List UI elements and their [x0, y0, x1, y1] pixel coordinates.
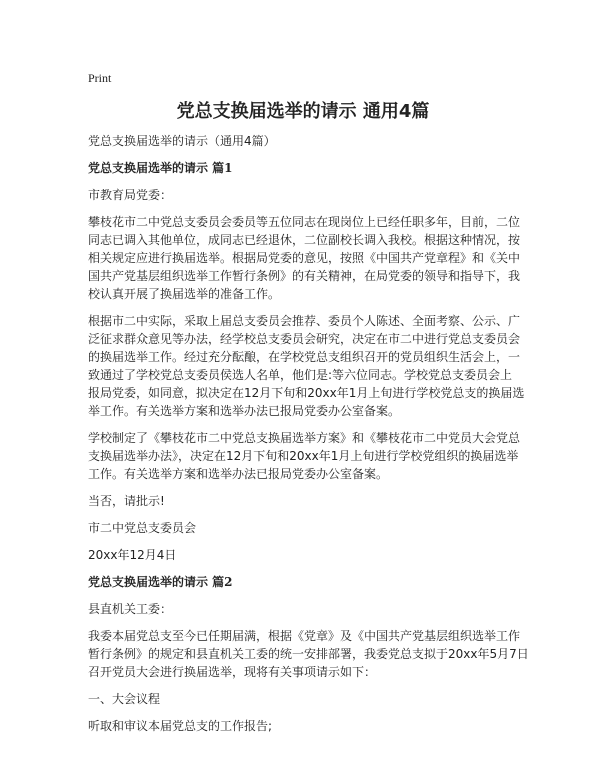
text-line: 党总支换届选举的请示 篇1 — [88, 161, 233, 175]
paragraph — [88, 600, 518, 618]
text-line: 报局党委，如同意，拟决定在12月下旬和20xx年1月上旬进行学校党总支的换届选 — [88, 386, 525, 400]
paragraph — [88, 717, 518, 735]
paragraph — [88, 213, 521, 303]
text-line: 党总支换届选举的请示 篇2 — [88, 575, 233, 589]
text-line: 市教育局党委： — [88, 188, 173, 202]
text-line: 国共产党基层组织选举工作暂行条例》的有关精神，在局党委的领导和指导下，我 — [88, 269, 521, 283]
text-line: 攀枝花市二中党总支委员会委员等五位同志在现岗位上已经任职多年，目前，二位 — [88, 215, 521, 229]
text-line: 一、大会议程 — [88, 692, 161, 706]
paragraph — [88, 312, 525, 420]
text-line: 市二中党总支委员会 — [88, 521, 197, 535]
text-line: 暂行条例》的规定和县直机关工委的统一安排部署，我委党总支拟于20xx年5月7日 — [88, 647, 529, 661]
text-line: 工作。有关选举方案和选举办法已报局党委办公室备案。 — [88, 467, 389, 481]
page-title: 党总支换届选举的请示 通用4篇 — [176, 101, 430, 122]
text-line: 泛征求群众意见等办法，经学校总支委员会研究，决定在市二中进行党总支委员会 — [88, 332, 521, 346]
paragraph — [88, 492, 518, 510]
text-line: 校认真开展了换届选举的准备工作。 — [88, 287, 281, 301]
print-label: Print — [88, 71, 112, 85]
text-line: 的换届选举工作。经过充分酝酿，在学校党总支组织召开的党员组织生活会上，一 — [88, 350, 521, 364]
document-body — [88, 132, 529, 735]
text-line: 党总支换届选举的请示（通用4篇） — [88, 134, 276, 148]
text-line: 听取和审议本届党总支的工作报告; — [88, 719, 273, 733]
text-line: 举工作。有关选举方案和选举办法已报局党委办公室备案。 — [88, 404, 401, 418]
paragraph — [88, 186, 518, 204]
text-line: 召开党员大会进行换届选举，现将有关事项请示如下： — [88, 665, 377, 679]
paragraph — [88, 519, 518, 537]
paragraph — [88, 132, 518, 150]
text-line: 同志已调入其他单位，成同志已经退休，二位副校长调入我校。根据这种情况，按 — [88, 233, 521, 247]
text-line: 当否，请批示! — [88, 494, 165, 508]
paragraph — [88, 546, 518, 564]
paragraph — [88, 627, 529, 681]
section-heading — [88, 159, 518, 177]
text-line: 支换届选举办法》，决定在12月下旬和20xx年1月上旬进行学校党组织的换届选举 — [88, 449, 519, 463]
text-line: 县直机关工委： — [88, 602, 173, 616]
text-line: 致通过了学校党总支委员侯选人名单，他们是:等六位同志。学校党总支委员会上 — [88, 368, 513, 382]
text-line: 相关规定应进行换届选举。根据局党委的意见，按照《中国共产党章程》和《关中 — [88, 251, 521, 265]
paragraph — [88, 429, 521, 483]
paragraph — [88, 690, 518, 708]
section-heading — [88, 573, 518, 591]
text-line: 我委本届党总支至今已任期届满，根据《党章》及《中国共产党基层组织选举工作 — [88, 629, 521, 643]
text-line: 20xx年12月4日 — [88, 548, 177, 562]
document-page — [88, 70, 529, 744]
text-line: 学校制定了《攀枝花市二中党总支换届选举方案》和《攀枝花市二中党员大会党总 — [88, 431, 521, 445]
text-line: 根据市二中实际，采取上届总支委员会推荐、委员个人陈述、全面考察、公示、广 — [88, 314, 521, 328]
